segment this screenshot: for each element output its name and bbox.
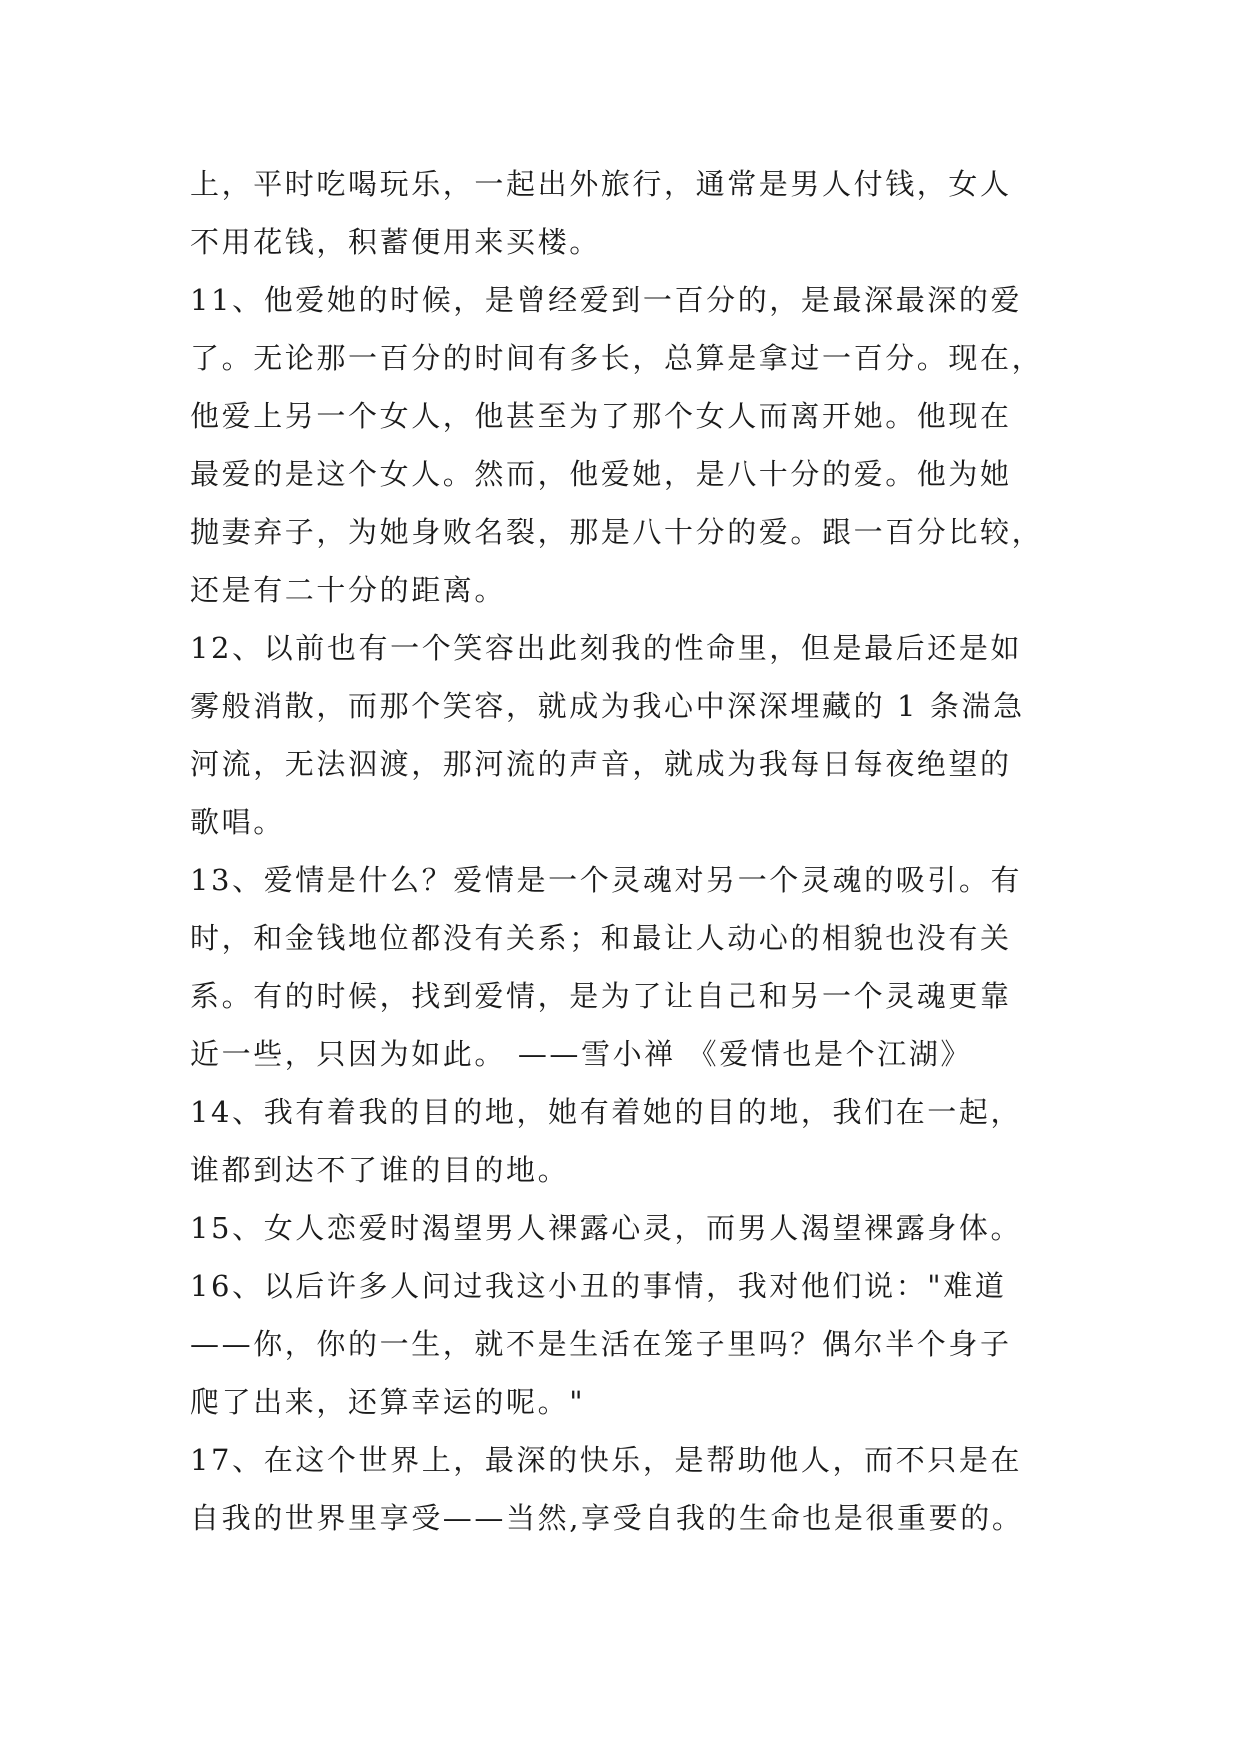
text-line: ——你，你的一生，就不是生活在笼子里吗？偶尔半个身子 <box>190 1327 1012 1361</box>
text-line: 爬了出来，还算幸运的呢。" <box>190 1385 586 1419</box>
text-line: 他爱上另一个女人，他甚至为了那个女人而离开她。他现在 <box>190 399 1012 433</box>
document-body <box>190 155 1090 1547</box>
text-line: 还是有二十分的距离。 <box>190 573 507 607</box>
text-line: 了。无论那一百分的时间有多长，总算是拿过一百分。现在， <box>190 341 1044 375</box>
text-line: 17、在这个世界上，最深的快乐，是帮助他人，而不只是在 <box>190 1443 1023 1477</box>
text-line: 11、他爱她的时候，是曾经爱到一百分的，是最深最深的爱 <box>190 283 1023 317</box>
text-line: 14、我有着我的目的地，她有着她的目的地，我们在一起， <box>190 1095 1023 1129</box>
text-line: 谁都到达不了谁的目的地。 <box>190 1153 570 1187</box>
text-line: 抛妻弃子，为她身败名裂，那是八十分的爱。跟一百分比较， <box>190 515 1044 549</box>
text-line: 系。有的时候，找到爱情，是为了让自己和另一个灵魂更靠 <box>190 979 1012 1013</box>
text-line: 河流，无法泅渡，那河流的声音，就成为我每日每夜绝望的 <box>190 747 1012 781</box>
text-line: 15、女人恋爱时渴望男人裸露心灵，而男人渴望裸露身体。 <box>190 1211 1023 1245</box>
text-line: 雾般消散，而那个笑容，就成为我心中深深埋藏的 1 条湍急 <box>190 689 1025 723</box>
text-line: 歌唱。 <box>190 805 285 839</box>
text-line: 近一些，只因为如此。 ——雪小禅 《爱情也是个江湖》 <box>190 1037 973 1071</box>
text-line: 13、爱情是什么？爱情是一个灵魂对另一个灵魂的吸引。有 <box>190 863 1023 897</box>
text-line: 自我的世界里享受——当然,享受自我的生命也是很重要的。 <box>190 1501 1024 1535</box>
text-line: 12、以前也有一个笑容出此刻我的性命里，但是最后还是如 <box>190 631 1023 665</box>
text-line: 上，平时吃喝玩乐，一起出外旅行，通常是男人付钱，女人 <box>190 167 1012 201</box>
text-line: 不用花钱，积蓄便用来买楼。 <box>190 225 601 259</box>
text-line: 最爱的是这个女人。然而，他爱她，是八十分的爱。他为她 <box>190 457 1012 491</box>
text-line: 时，和金钱地位都没有关系；和最让人动心的相貌也没有关 <box>190 921 1012 955</box>
text-line: 16、以后许多人问过我这小丑的事情，我对他们说："难道 <box>190 1269 1007 1303</box>
